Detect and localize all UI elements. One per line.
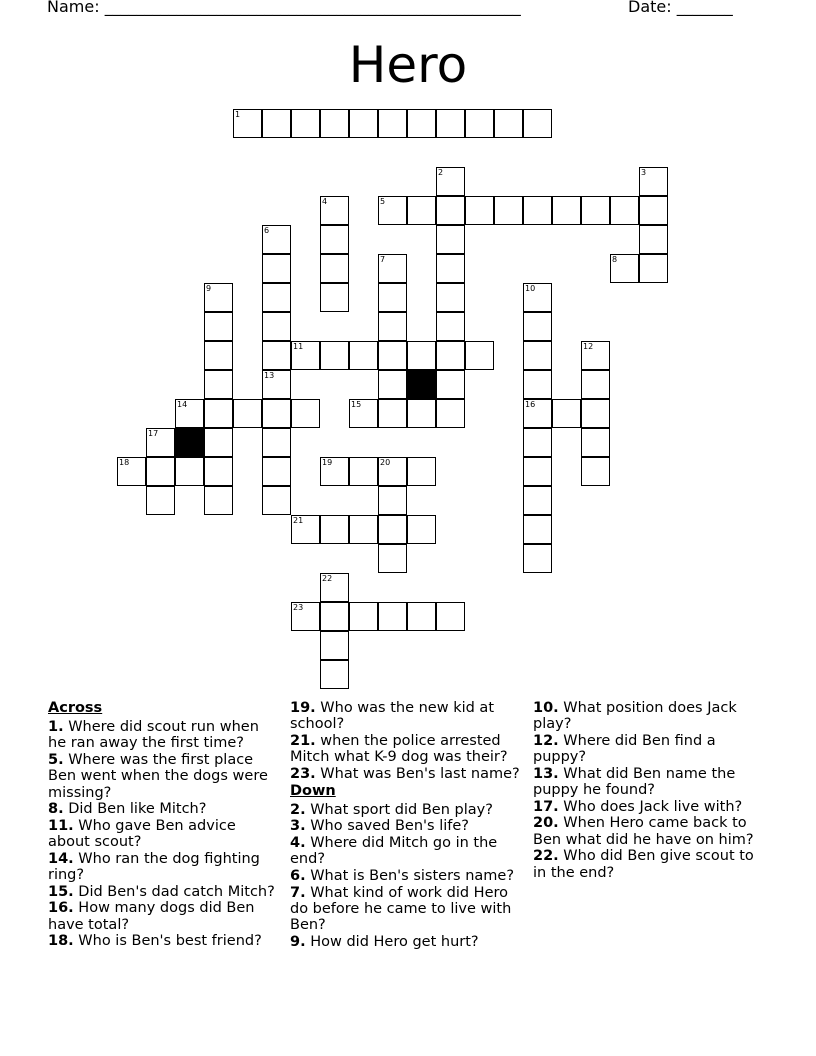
clue-number: 8 xyxy=(612,255,618,264)
clue-number: 1 xyxy=(235,110,241,119)
clue-down-3: 3. Who saved Ben's life? xyxy=(290,818,469,835)
clue-number: 18 xyxy=(119,458,130,467)
clue-number: 17 xyxy=(148,429,159,438)
clue-number: 9 xyxy=(206,284,212,293)
grid-cell[interactable] xyxy=(436,254,465,283)
clue-number: 12 xyxy=(583,342,594,351)
grid-cell[interactable] xyxy=(204,283,233,312)
grid-cell[interactable] xyxy=(581,399,610,428)
grid-cell[interactable] xyxy=(349,457,378,486)
grid-cell[interactable] xyxy=(146,486,175,515)
grid-cell[interactable] xyxy=(581,196,610,225)
grid-cell[interactable] xyxy=(523,341,552,370)
grid-cell[interactable] xyxy=(262,254,291,283)
grid-cell[interactable] xyxy=(436,167,465,196)
clue-across-8: 8. Did Ben like Mitch? xyxy=(48,801,207,818)
grid-cell[interactable] xyxy=(349,109,378,138)
clue-down-2: 2. What sport did Ben play? xyxy=(290,801,493,818)
clues-column-3 xyxy=(533,700,768,881)
grid-cell[interactable] xyxy=(262,457,291,486)
clue-number: 10 xyxy=(525,284,536,293)
grid-cell[interactable] xyxy=(465,196,494,225)
grid-cell[interactable] xyxy=(262,341,291,370)
clue-across-18: 18. Who is Ben's best friend? xyxy=(48,933,262,950)
grid-cell[interactable] xyxy=(378,399,407,428)
grid-cell[interactable] xyxy=(233,399,262,428)
grid-cell[interactable] xyxy=(378,196,407,225)
grid-cell[interactable] xyxy=(320,283,349,312)
grid-cell[interactable] xyxy=(349,399,378,428)
clue-down-17: 17. Who does Jack live with? xyxy=(533,798,743,815)
grid-cell[interactable] xyxy=(291,602,320,631)
grid-cell[interactable] xyxy=(639,196,668,225)
grid-cell[interactable] xyxy=(378,283,407,312)
grid-cell[interactable] xyxy=(523,457,552,486)
clue-number: 6 xyxy=(264,226,270,235)
clue-number: 4 xyxy=(322,197,328,206)
date-label: Date: xyxy=(628,0,672,16)
grid-cell[interactable] xyxy=(378,109,407,138)
grid-cell[interactable] xyxy=(436,341,465,370)
grid-cell[interactable] xyxy=(378,515,407,544)
clue-down-12: 12. Where did Ben find a puppy? xyxy=(533,732,716,766)
clue-down-13: 13. What did Ben name the puppy he found? xyxy=(533,765,736,799)
grid-cell[interactable] xyxy=(436,225,465,254)
grid-cell[interactable] xyxy=(291,515,320,544)
grid-cell[interactable] xyxy=(204,486,233,515)
grid-cell[interactable] xyxy=(320,254,349,283)
clue-number: 7 xyxy=(380,255,386,264)
clue-down-9: 9. How did Hero get hurt? xyxy=(290,933,479,950)
grid-cell[interactable] xyxy=(465,109,494,138)
grid-cell[interactable] xyxy=(523,486,552,515)
grid-cell[interactable] xyxy=(407,602,436,631)
grid-cell[interactable] xyxy=(262,486,291,515)
grid-cell[interactable] xyxy=(320,341,349,370)
grid-cell[interactable] xyxy=(262,283,291,312)
grid-cell[interactable] xyxy=(523,196,552,225)
grid-cell[interactable] xyxy=(204,341,233,370)
grid-cell[interactable] xyxy=(262,312,291,341)
grid-cell[interactable] xyxy=(436,602,465,631)
clue-across-19: 19. Who was the new kid at school? xyxy=(290,700,495,733)
grid-cell[interactable] xyxy=(494,196,523,225)
grid-cell[interactable] xyxy=(407,515,436,544)
grid-cell[interactable] xyxy=(523,312,552,341)
grid-cell[interactable] xyxy=(320,225,349,254)
grid-cell[interactable] xyxy=(320,109,349,138)
grid-cell[interactable] xyxy=(262,428,291,457)
clues-column-1 xyxy=(48,700,276,950)
name-blank: ____________________________________________________ xyxy=(104,0,521,16)
clue-number: 21 xyxy=(293,516,304,525)
clue-number: 13 xyxy=(264,371,275,380)
clue-across-21: 21. when the police arrested Mitch what K-9 dog was their? xyxy=(290,732,508,766)
clue-across-23: 23. What was Ben's last name? xyxy=(290,765,520,782)
grid-cell[interactable] xyxy=(639,167,668,196)
grid-cell[interactable] xyxy=(436,283,465,312)
grid-cell[interactable] xyxy=(320,573,349,602)
grid-cell[interactable] xyxy=(552,196,581,225)
clue-down-20: 20. When Hero came back to Ben what did he have on him? xyxy=(533,815,754,848)
name-label: Name: xyxy=(47,0,100,16)
grid-cell[interactable] xyxy=(320,515,349,544)
grid-cell[interactable] xyxy=(378,370,407,399)
grid-cell[interactable] xyxy=(291,399,320,428)
grid-cell[interactable] xyxy=(204,312,233,341)
grid-cell[interactable] xyxy=(320,457,349,486)
clue-number: 15 xyxy=(351,400,362,409)
clue-number: 20 xyxy=(380,458,391,467)
grid-cell[interactable] xyxy=(320,602,349,631)
grid-cell[interactable] xyxy=(175,399,204,428)
grid-cell[interactable] xyxy=(146,428,175,457)
grid-cell[interactable] xyxy=(349,515,378,544)
clues-column-2 xyxy=(290,700,526,951)
clue-number: 14 xyxy=(177,400,188,409)
grid-cell[interactable] xyxy=(407,196,436,225)
grid-cell[interactable] xyxy=(581,457,610,486)
clue-number: 22 xyxy=(322,574,333,583)
grid-cell[interactable] xyxy=(436,196,465,225)
grid-cell[interactable] xyxy=(407,457,436,486)
grid-cell[interactable] xyxy=(523,370,552,399)
clue-across-1: 1. Where did scout run when he ran away the first time? xyxy=(48,719,259,752)
grid-cell[interactable] xyxy=(610,254,639,283)
grid-cell[interactable] xyxy=(581,428,610,457)
grid-cell[interactable] xyxy=(523,515,552,544)
grid-cell[interactable] xyxy=(639,225,668,254)
clue-number: 2 xyxy=(438,168,444,177)
grid-cell[interactable] xyxy=(436,370,465,399)
clue-across-11: 11. Who gave Ben advice about scout? xyxy=(48,817,236,851)
clue-across-5: 5. Where was the first place Ben went when the dogs were missing? xyxy=(48,752,268,801)
date-blank: _______ xyxy=(676,0,733,16)
grid-cell[interactable] xyxy=(581,341,610,370)
grid-cell[interactable] xyxy=(262,370,291,399)
grid-cell[interactable] xyxy=(378,254,407,283)
grid-cell[interactable] xyxy=(349,602,378,631)
grid-cell[interactable] xyxy=(378,312,407,341)
grid-cell[interactable] xyxy=(436,312,465,341)
clue-number: 11 xyxy=(293,342,304,351)
grid-cell[interactable] xyxy=(146,457,175,486)
grid-cell[interactable] xyxy=(349,341,378,370)
clue-number: 5 xyxy=(380,197,386,206)
across-heading: Across xyxy=(48,700,103,716)
grid-cell[interactable] xyxy=(204,457,233,486)
grid-cell[interactable] xyxy=(465,341,494,370)
clue-number: 3 xyxy=(641,168,647,177)
clue-down-7: 7. What kind of work did Hero do before he came to live with Ben? xyxy=(290,884,512,934)
grid-cell[interactable] xyxy=(320,196,349,225)
grid-cell[interactable] xyxy=(320,631,349,660)
grid-cell[interactable] xyxy=(262,225,291,254)
clue-down-10: 10. What position does Jack play? xyxy=(533,700,737,733)
grid-cell[interactable] xyxy=(262,109,291,138)
clue-number: 19 xyxy=(322,458,333,467)
grid-cell[interactable] xyxy=(436,399,465,428)
grid-cell[interactable] xyxy=(378,544,407,573)
down-heading: Down xyxy=(290,782,336,799)
grid-cell[interactable] xyxy=(523,283,552,312)
grid-cell[interactable] xyxy=(291,341,320,370)
grid-cell[interactable] xyxy=(117,457,146,486)
black-square xyxy=(407,370,436,399)
grid-cell[interactable] xyxy=(378,341,407,370)
grid-cell[interactable] xyxy=(175,457,204,486)
clue-down-4: 4. Where did Mitch go in the end? xyxy=(290,835,498,868)
clue-across-14: 14. Who ran the dog fighting ring? xyxy=(48,850,260,884)
grid-cell[interactable] xyxy=(407,399,436,428)
black-square xyxy=(175,428,204,457)
grid-cell[interactable] xyxy=(204,370,233,399)
grid-cell[interactable] xyxy=(233,109,262,138)
clue-across-15: 15. Did Ben's dad catch Mitch? xyxy=(48,883,275,900)
clue-number: 23 xyxy=(293,603,304,612)
grid-cell[interactable] xyxy=(523,544,552,573)
grid-cell[interactable] xyxy=(378,457,407,486)
grid-cell[interactable] xyxy=(639,254,668,283)
grid-cell[interactable] xyxy=(204,428,233,457)
grid-cell[interactable] xyxy=(378,486,407,515)
grid-cell[interactable] xyxy=(581,370,610,399)
grid-cell[interactable] xyxy=(262,399,291,428)
grid-cell[interactable] xyxy=(523,399,552,428)
page-title: Hero xyxy=(348,36,468,94)
clue-number: 16 xyxy=(525,400,536,409)
grid-cell[interactable] xyxy=(523,109,552,138)
grid-cell[interactable] xyxy=(436,109,465,138)
grid-cell[interactable] xyxy=(378,602,407,631)
grid-cell[interactable] xyxy=(320,660,349,689)
grid-cell[interactable] xyxy=(291,109,320,138)
clue-down-22: 22. Who did Ben give scout to in the end? xyxy=(533,848,754,881)
grid-cell[interactable] xyxy=(494,109,523,138)
grid-cell[interactable] xyxy=(204,399,233,428)
clue-across-16: 16. How many dogs did Ben have total? xyxy=(48,900,255,933)
grid-cell[interactable] xyxy=(610,196,639,225)
grid-cell[interactable] xyxy=(407,109,436,138)
grid-cell[interactable] xyxy=(552,399,581,428)
grid-cell[interactable] xyxy=(523,428,552,457)
clue-down-6: 6. What is Ben's sisters name? xyxy=(290,868,515,885)
grid-cell[interactable] xyxy=(407,341,436,370)
